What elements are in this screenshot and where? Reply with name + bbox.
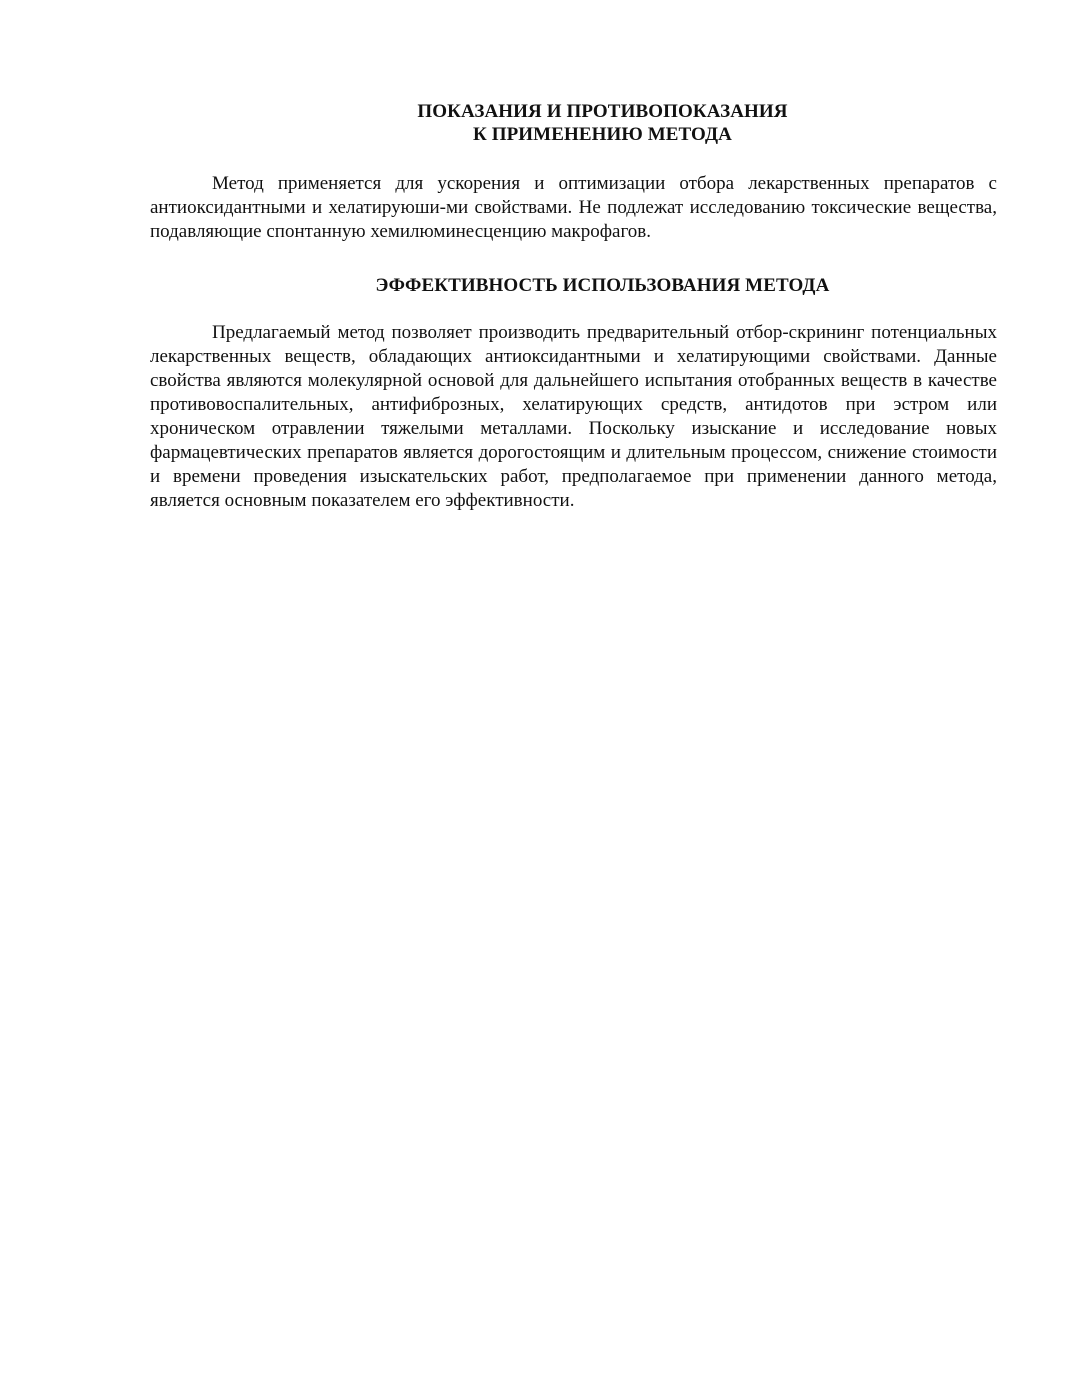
section-paragraph-efficiency: Предлагаемый метод позволяет производить предварительный отбор-скрининг потенциальных лекарственных веществ, обладающих антиоксидантными и хелатирующими свойствами. Данные свойства являются молекулярной основой для дальнейшего испытания отобранных веществ в качестве противовоспалительных, антифиброзных, хелатирующих средств, антидотов при эстром или хроническом отравлении тяжелыми металлами. Поскольку изыскание и исследование новых фармацевтических препаратов является дорогостоящим и длительным процессом, снижение стоимости и времени проведения изыскательских работ, предполагаемое при применении данного метода, является основным показателем его эффективности. [150,322,997,511]
heading-line: К ПРИМЕНЕНИЮ МЕТОДА [472,124,732,145]
heading-line: ЭФФЕКТИВНОСТЬ ИСПОЛЬЗОВАНИЯ МЕТОДА [375,275,830,296]
document-page [150,100,997,513]
heading-line: ПОКАЗАНИЯ И ПРОТИВОПОКАЗАНИЯ [417,101,788,122]
section-heading-efficiency [150,274,997,297]
section-paragraph-indications: Метод применяется для ускорения и оптимизации отбора лекарственных препаратов с антиоксидантными и хелатируюши-ми свойствами. Не подлежат исследованию токсические вещества, подавляющие спонтанную хемилюминесценцию макрофагов. [150,173,997,242]
section-heading-indications [150,100,997,146]
